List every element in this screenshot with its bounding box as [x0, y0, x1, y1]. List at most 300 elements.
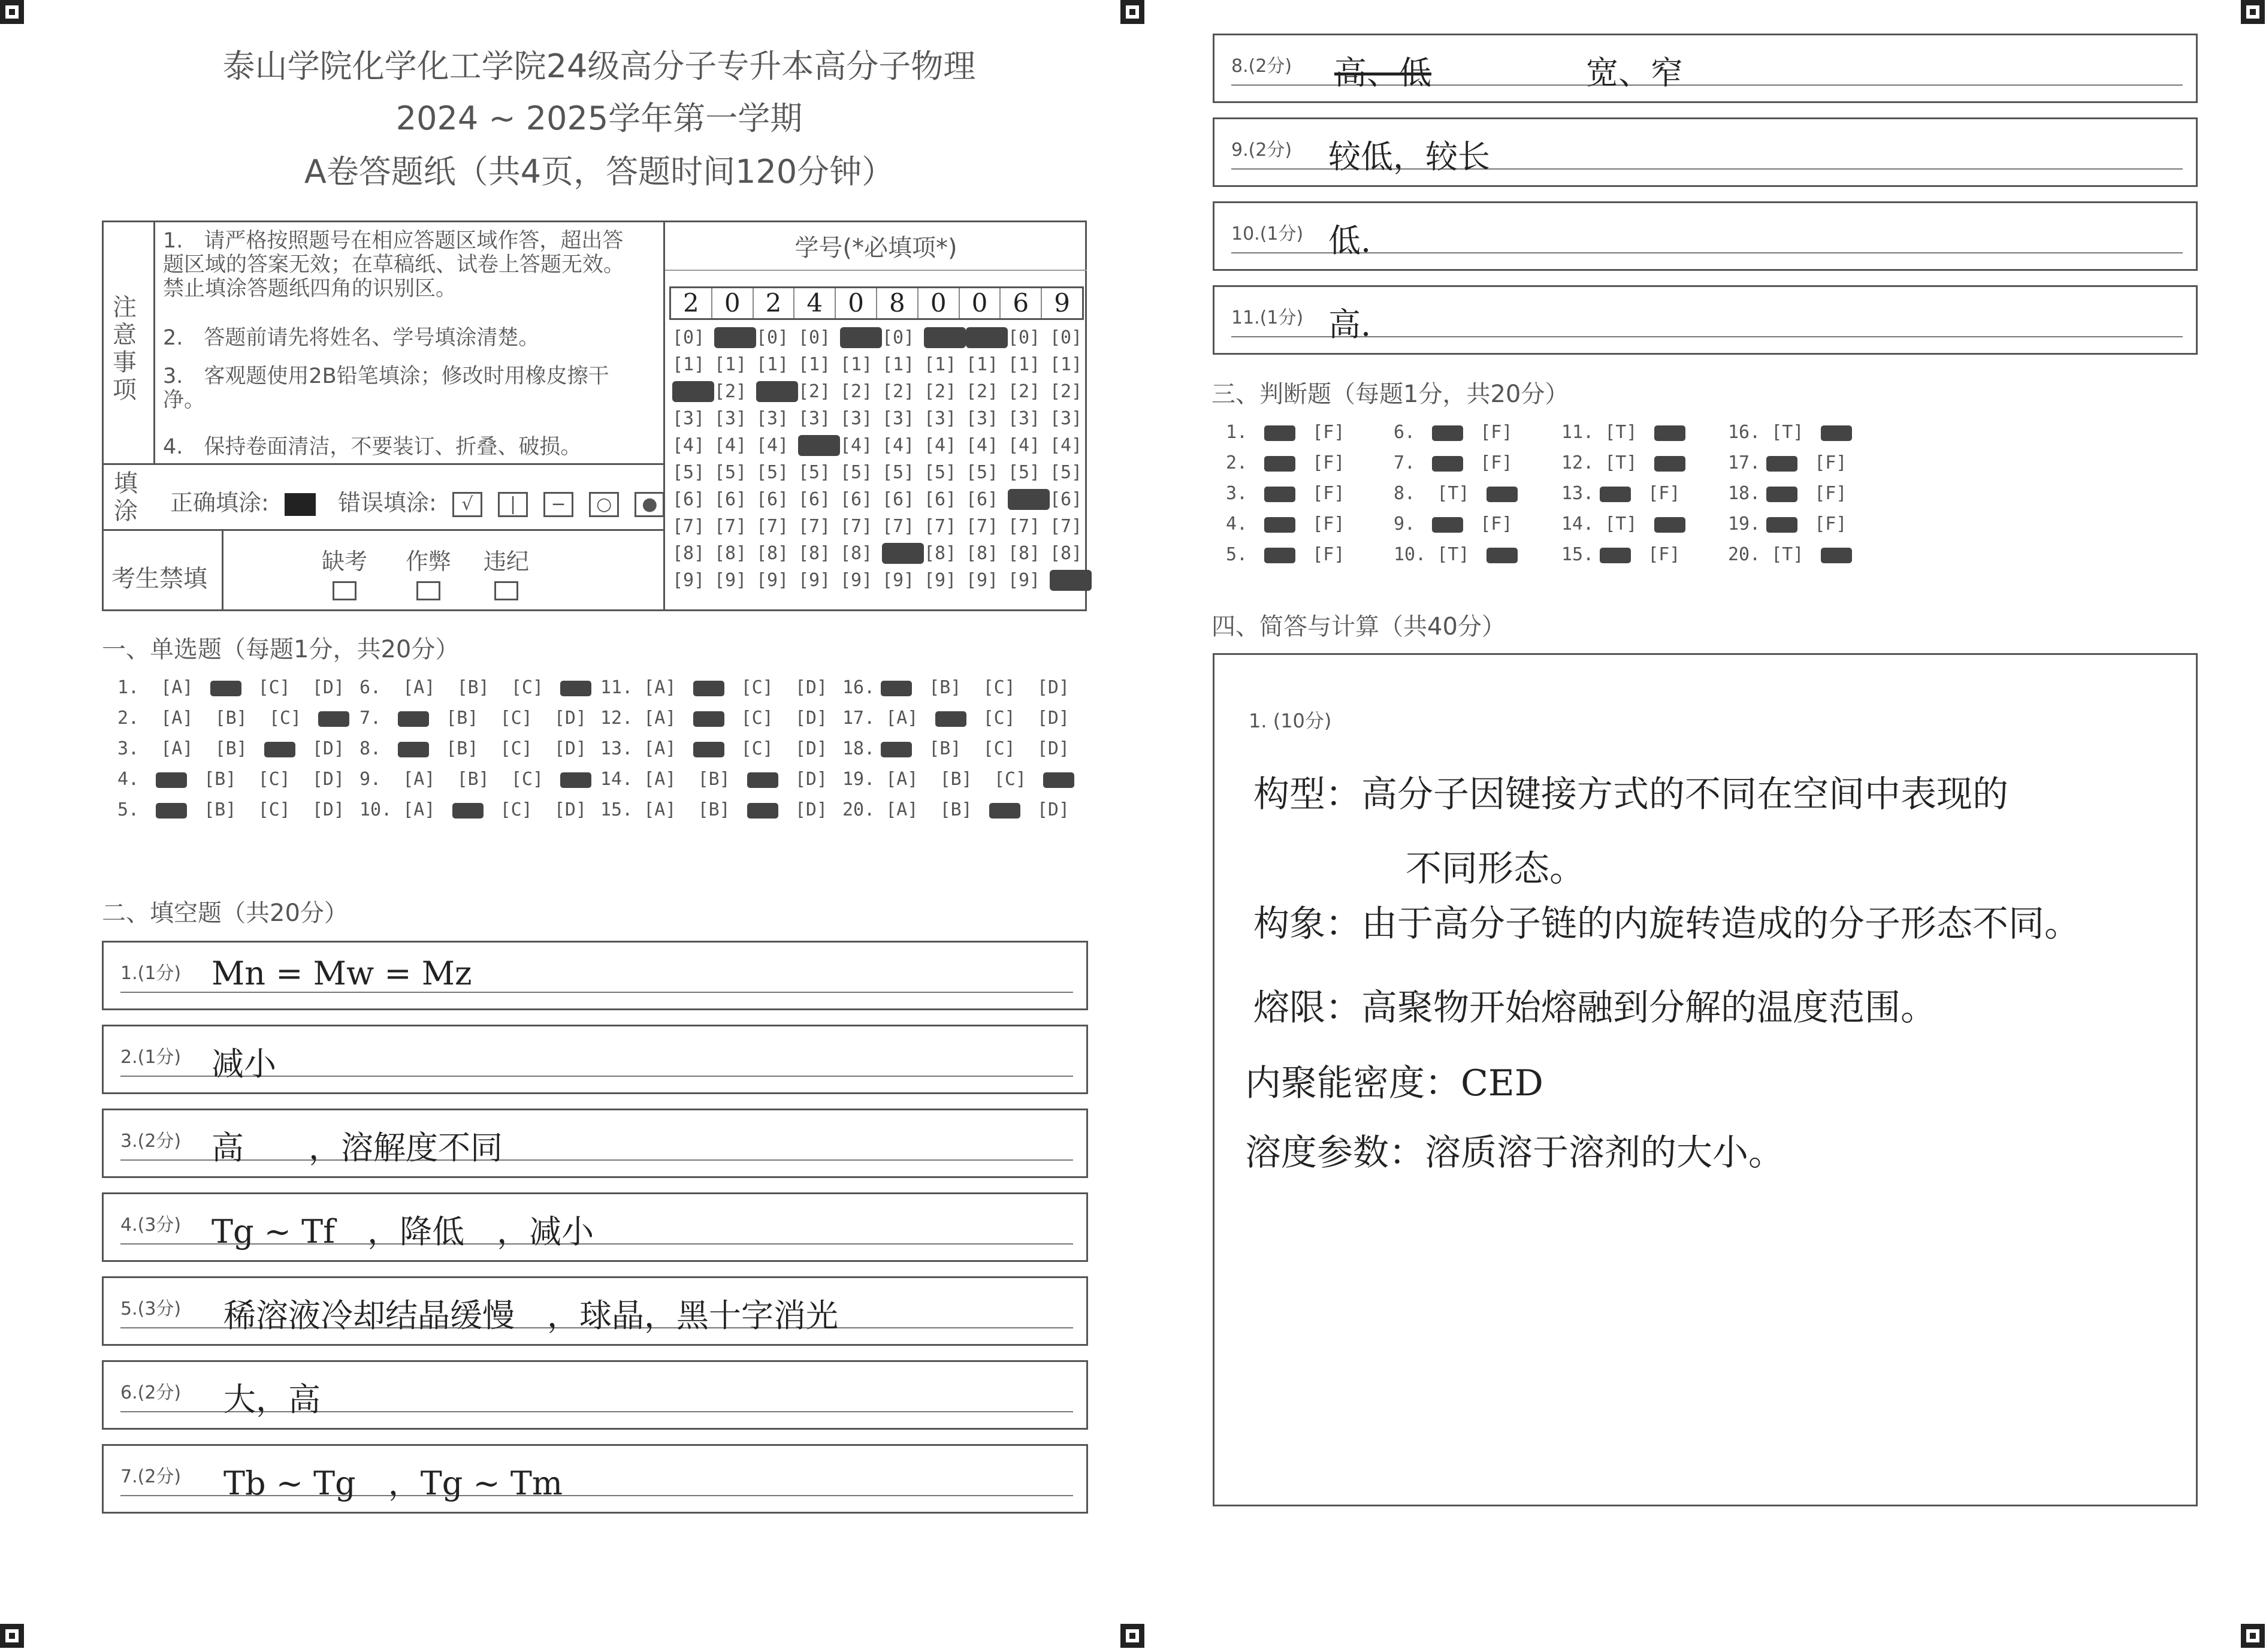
- mc-question-5[interactable]: [117, 799, 355, 820]
- mc-question-10[interactable]: [359, 799, 597, 820]
- id-bubble-col10-1[interactable]: [1]: [1050, 354, 1083, 375]
- mc-option-D[interactable]: [D]: [1037, 799, 1070, 820]
- id-bubble-col3-6[interactable]: [6]: [756, 489, 789, 510]
- id-bubble-col8-9[interactable]: [9]: [966, 570, 999, 591]
- blank-question-1[interactable]: [102, 941, 1088, 1010]
- id-bubble-col7-0[interactable]: [924, 327, 966, 348]
- mc-option-D[interactable]: [D]: [312, 769, 345, 790]
- tf-question-19[interactable]: [1728, 514, 1858, 534]
- mc-option-A[interactable]: [A]: [161, 708, 194, 729]
- proctor-violation: 违纪: [479, 543, 533, 602]
- id-bubble-col8-3[interactable]: [3]: [966, 408, 999, 429]
- wrong-fill-dash: −: [543, 492, 573, 517]
- mc-option-B[interactable]: [B]: [929, 738, 962, 759]
- mc-option-B[interactable]: [B]: [446, 708, 479, 729]
- mc-option-C[interactable]: [C]: [510, 677, 544, 698]
- blank-number: 6.(2分): [120, 1382, 182, 1403]
- tf-option-T[interactable]: [T]: [1437, 544, 1470, 565]
- id-bubble-col3-5[interactable]: [5]: [756, 462, 789, 483]
- tf-option-F[interactable]: [F]: [1814, 483, 1847, 504]
- tf-option-T[interactable]: [T]: [1605, 452, 1637, 473]
- mc-option-B[interactable]: [B]: [697, 799, 730, 820]
- id-bubble-col10-9[interactable]: [1050, 570, 1092, 591]
- tf-option-T[interactable]: [T]: [1437, 483, 1470, 504]
- tf-question-20[interactable]: [1728, 544, 1858, 565]
- mc-question-20[interactable]: [842, 799, 1080, 820]
- mc-option-B[interactable]: [B]: [204, 799, 237, 820]
- id-bubble-col1-1[interactable]: [1]: [672, 354, 705, 375]
- id-bubble-col5-3[interactable]: [3]: [840, 408, 873, 429]
- blank-question-4[interactable]: [102, 1192, 1088, 1262]
- mc-option-B[interactable]: [B]: [457, 677, 490, 698]
- id-bubble-col3-7[interactable]: [7]: [756, 516, 789, 537]
- mc-filled-B[interactable]: [693, 681, 724, 696]
- mc-option-C[interactable]: [C]: [500, 708, 533, 729]
- id-bubble-col8-2[interactable]: [2]: [966, 381, 999, 402]
- id-bubble-col4-3[interactable]: [3]: [798, 408, 831, 429]
- id-bubble-col2-8[interactable]: [8]: [714, 543, 747, 564]
- mc-option-C[interactable]: [C]: [258, 769, 291, 790]
- mc-filled-B[interactable]: [452, 803, 484, 819]
- tf-option-F[interactable]: [F]: [1312, 544, 1345, 565]
- mc-number: 11.: [600, 677, 633, 698]
- id-bubble-col5-8[interactable]: [8]: [840, 543, 873, 564]
- tf-question-4[interactable]: [1226, 514, 1356, 534]
- tf-number: 7.: [1394, 452, 1427, 473]
- mc-question-13[interactable]: [600, 738, 838, 759]
- tf-filled-T[interactable]: [1432, 517, 1463, 533]
- id-bubble-col4-0[interactable]: [0]: [798, 327, 831, 348]
- answer-line-3: 构象：由于高分子链的内旋转造成的分子形态不同。: [1253, 903, 2080, 945]
- mc-option-D[interactable]: [D]: [794, 708, 828, 729]
- mc-filled-B[interactable]: [693, 711, 724, 727]
- mc-option-C[interactable]: [C]: [741, 677, 774, 698]
- tf-question-16[interactable]: [1728, 422, 1858, 443]
- id-bubble-col1-3[interactable]: [3]: [672, 408, 705, 429]
- id-bubble-col3-0[interactable]: [0]: [756, 327, 789, 348]
- id-bubble-col8-4[interactable]: [4]: [966, 435, 999, 456]
- mc-question-17[interactable]: [842, 708, 1080, 729]
- blank-question-11[interactable]: [1213, 285, 2198, 355]
- mc-question-16[interactable]: [842, 677, 1080, 698]
- id-bubble-col1-6[interactable]: [6]: [672, 489, 705, 510]
- cheating-checkbox[interactable]: [416, 581, 440, 600]
- mc-filled-C[interactable]: [264, 742, 295, 757]
- tf-question-7[interactable]: [1394, 452, 1524, 473]
- mc-option-A[interactable]: [A]: [161, 677, 194, 698]
- mc-option-C[interactable]: [C]: [983, 738, 1016, 759]
- mc-filled-C[interactable]: [747, 803, 778, 819]
- id-bubble-col7-3[interactable]: [3]: [924, 408, 957, 429]
- id-bubble-col9-8[interactable]: [8]: [1008, 543, 1041, 564]
- mc-filled-B[interactable]: [693, 742, 724, 757]
- id-bubble-col7-9[interactable]: [9]: [924, 570, 957, 591]
- mc-question-14[interactable]: [600, 769, 838, 790]
- mc-option-A[interactable]: [A]: [403, 677, 436, 698]
- id-bubble-col10-6[interactable]: [6]: [1050, 489, 1083, 510]
- id-bubble-col5-7[interactable]: [7]: [840, 516, 873, 537]
- blank-question-9[interactable]: [1213, 117, 2198, 187]
- id-bubble-col8-6[interactable]: [6]: [966, 489, 999, 510]
- mc-filled-D[interactable]: [560, 772, 591, 788]
- id-bubble-col2-4[interactable]: [4]: [714, 435, 747, 456]
- mc-option-A[interactable]: [A]: [643, 738, 676, 759]
- tf-filled-T[interactable]: [1766, 487, 1797, 502]
- tf-filled-T[interactable]: [1264, 456, 1295, 472]
- blank-question-10[interactable]: [1213, 201, 2198, 271]
- mc-option-D[interactable]: [D]: [554, 708, 587, 729]
- mc-question-4[interactable]: [117, 769, 355, 790]
- mc-option-A[interactable]: [A]: [403, 769, 436, 790]
- id-bubble-col4-7[interactable]: [7]: [798, 516, 831, 537]
- mc-option-C[interactable]: [C]: [500, 799, 533, 820]
- tf-option-F[interactable]: [F]: [1480, 514, 1513, 534]
- section2-title: 二、填空题（共20分）: [102, 899, 348, 927]
- mc-question-6[interactable]: [359, 677, 597, 698]
- blank-question-2[interactable]: [102, 1025, 1088, 1094]
- blank-question-6[interactable]: [102, 1360, 1088, 1430]
- mc-filled-A[interactable]: [881, 742, 912, 757]
- tf-question-10[interactable]: [1394, 544, 1524, 565]
- tf-question-11[interactable]: [1561, 422, 1691, 443]
- tf-question-18[interactable]: [1728, 483, 1858, 504]
- id-bubble-col7-6[interactable]: [6]: [924, 489, 957, 510]
- id-bubble-col2-9[interactable]: [9]: [714, 570, 747, 591]
- mc-option-C[interactable]: [C]: [741, 708, 774, 729]
- mc-option-B[interactable]: [B]: [214, 738, 247, 759]
- id-bubble-col2-6[interactable]: [6]: [714, 489, 747, 510]
- tf-question-8[interactable]: [1394, 483, 1524, 504]
- mc-filled-B[interactable]: [210, 681, 241, 696]
- tf-question-9[interactable]: [1394, 514, 1524, 534]
- blank-question-5[interactable]: [102, 1276, 1088, 1346]
- tf-question-5[interactable]: [1226, 544, 1356, 565]
- mc-option-D[interactable]: [D]: [312, 799, 345, 820]
- mc-question-7[interactable]: [359, 708, 597, 729]
- id-bubble-col6-2[interactable]: [2]: [882, 381, 915, 402]
- mc-option-A[interactable]: [A]: [886, 708, 919, 729]
- tf-filled-F[interactable]: [1487, 548, 1518, 563]
- mc-option-B[interactable]: [B]: [697, 769, 730, 790]
- student-id-digit-7: 0: [919, 288, 960, 318]
- id-bubble-col6-6[interactable]: [6]: [882, 489, 915, 510]
- id-bubble-col4-5[interactable]: [5]: [798, 462, 831, 483]
- mc-option-A[interactable]: [A]: [643, 677, 676, 698]
- id-bubble-col10-4[interactable]: [4]: [1050, 435, 1083, 456]
- blank-answer: Mn = Mw = Mz: [212, 955, 472, 992]
- id-bubble-col2-1[interactable]: [1]: [714, 354, 747, 375]
- id-bubble-col10-8[interactable]: [8]: [1050, 543, 1083, 564]
- tf-option-T[interactable]: [T]: [1771, 544, 1804, 565]
- mc-option-D[interactable]: [D]: [1037, 738, 1070, 759]
- id-bubble-col5-9[interactable]: [9]: [840, 570, 873, 591]
- id-bubble-col7-7[interactable]: [7]: [924, 516, 957, 537]
- violation-checkbox[interactable]: [494, 581, 518, 600]
- mc-option-C[interactable]: [C]: [500, 738, 533, 759]
- id-bubble-col7-8[interactable]: [8]: [924, 543, 957, 564]
- tf-option-F[interactable]: [F]: [1312, 514, 1345, 534]
- mc-option-D[interactable]: [D]: [554, 738, 587, 759]
- tf-filled-F[interactable]: [1654, 456, 1685, 472]
- tf-question-6[interactable]: [1394, 422, 1524, 443]
- tf-filled-T[interactable]: [1600, 487, 1631, 502]
- mc-filled-C[interactable]: [989, 803, 1020, 819]
- mc-option-C[interactable]: [C]: [268, 708, 302, 729]
- id-bubble-col5-0[interactable]: [840, 327, 882, 348]
- id-bubble-col2-2[interactable]: [2]: [714, 381, 747, 402]
- absent-checkbox[interactable]: [333, 581, 356, 600]
- tf-question-13[interactable]: [1561, 483, 1691, 504]
- id-bubble-col4-9[interactable]: [9]: [798, 570, 831, 591]
- tf-filled-T[interactable]: [1432, 425, 1463, 441]
- mc-option-D[interactable]: [D]: [794, 799, 828, 820]
- id-bubble-col9-4[interactable]: [4]: [1008, 435, 1041, 456]
- mc-question-18[interactable]: [842, 738, 1080, 759]
- tf-question-1[interactable]: [1226, 422, 1356, 443]
- mc-filled-A[interactable]: [881, 681, 912, 696]
- id-bubble-col8-5[interactable]: [5]: [966, 462, 999, 483]
- id-bubble-col6-9[interactable]: [9]: [882, 570, 915, 591]
- tf-question-15[interactable]: [1561, 544, 1691, 565]
- id-bubble-col10-5[interactable]: [5]: [1050, 462, 1083, 483]
- tf-number: 15.: [1561, 544, 1594, 565]
- id-bubble-col4-8[interactable]: [8]: [798, 543, 831, 564]
- tf-filled-T[interactable]: [1766, 456, 1797, 472]
- mc-option-B[interactable]: [B]: [929, 677, 962, 698]
- id-bubble-col1-5[interactable]: [5]: [672, 462, 705, 483]
- mc-question-8[interactable]: [359, 738, 597, 759]
- id-bubble-col6-3[interactable]: [3]: [882, 408, 915, 429]
- mc-question-19[interactable]: [842, 769, 1080, 790]
- mc-option-D[interactable]: [D]: [1037, 708, 1070, 729]
- tf-option-F[interactable]: [F]: [1648, 544, 1681, 565]
- mc-question-2[interactable]: [117, 708, 355, 729]
- mc-option-D[interactable]: [D]: [794, 769, 828, 790]
- id-bubble-col10-7[interactable]: [7]: [1050, 516, 1083, 537]
- id-bubble-col6-0[interactable]: [0]: [882, 327, 915, 348]
- id-bubble-col8-7[interactable]: [7]: [966, 516, 999, 537]
- id-bubble-col6-1[interactable]: [1]: [882, 354, 915, 375]
- mc-option-D[interactable]: [D]: [794, 738, 828, 759]
- mc-filled-D[interactable]: [1043, 772, 1074, 788]
- mc-option-B[interactable]: [B]: [939, 799, 972, 820]
- id-bubble-col7-5[interactable]: [5]: [924, 462, 957, 483]
- mc-option-D[interactable]: [D]: [794, 677, 828, 698]
- id-bubble-col9-3[interactable]: [3]: [1008, 408, 1041, 429]
- tf-option-F[interactable]: [F]: [1648, 483, 1681, 504]
- id-bubble-col8-1[interactable]: [1]: [966, 354, 999, 375]
- id-bubble-col6-5[interactable]: [5]: [882, 462, 915, 483]
- mc-option-C[interactable]: [C]: [741, 738, 774, 759]
- mc-filled-A[interactable]: [398, 742, 429, 757]
- mc-option-A[interactable]: [A]: [643, 708, 676, 729]
- id-bubble-col9-1[interactable]: [1]: [1008, 354, 1041, 375]
- id-bubble-col7-4[interactable]: [4]: [924, 435, 957, 456]
- mc-filled-B[interactable]: [935, 711, 966, 727]
- id-bubble-col1-7[interactable]: [7]: [672, 516, 705, 537]
- mc-option-C[interactable]: [C]: [510, 769, 544, 790]
- id-bubble-col3-9[interactable]: [9]: [756, 570, 789, 591]
- mc-question-15[interactable]: [600, 799, 838, 820]
- id-bubble-col2-0[interactable]: [714, 327, 756, 348]
- tf-number: 20.: [1728, 544, 1761, 565]
- blank-answer: 减小: [212, 1045, 276, 1083]
- student-id-bubble-grid[interactable]: [672, 327, 1086, 597]
- mc-option-A[interactable]: [A]: [886, 799, 919, 820]
- mc-question-9[interactable]: [359, 769, 597, 790]
- mc-filled-A[interactable]: [398, 711, 429, 727]
- mc-option-C[interactable]: [C]: [258, 799, 291, 820]
- id-bubble-col4-2[interactable]: [2]: [798, 381, 831, 402]
- mc-option-A[interactable]: [A]: [886, 769, 919, 790]
- id-bubble-col10-2[interactable]: [2]: [1050, 381, 1083, 402]
- id-bubble-col9-5[interactable]: [5]: [1008, 462, 1041, 483]
- tf-question-3[interactable]: [1226, 483, 1356, 504]
- tf-option-F[interactable]: [F]: [1480, 452, 1513, 473]
- blank-question-7[interactable]: [102, 1444, 1088, 1514]
- mc-option-C[interactable]: [C]: [258, 677, 291, 698]
- tf-option-F[interactable]: [F]: [1814, 514, 1847, 534]
- tf-filled-F[interactable]: [1487, 487, 1518, 502]
- student-id-digit-8: 0: [960, 288, 1001, 318]
- mc-filled-C[interactable]: [747, 772, 778, 788]
- mc-filled-A[interactable]: [156, 772, 187, 788]
- tf-filled-F[interactable]: [1821, 548, 1852, 563]
- id-bubble-col5-5[interactable]: [5]: [840, 462, 873, 483]
- id-bubble-col4-4[interactable]: [798, 435, 840, 456]
- tf-option-F[interactable]: [F]: [1814, 452, 1847, 473]
- mc-question-3[interactable]: [117, 738, 355, 759]
- blank-answer: 较低，较长: [1328, 138, 1490, 176]
- wrong-fill-circle: ○: [589, 492, 619, 517]
- mc-option-B[interactable]: [B]: [204, 769, 237, 790]
- id-bubble-col9-7[interactable]: [7]: [1008, 516, 1041, 537]
- id-bubble-col3-3[interactable]: [3]: [756, 408, 789, 429]
- id-bubble-col3-8[interactable]: [8]: [756, 543, 789, 564]
- tf-question-2[interactable]: [1226, 452, 1356, 473]
- mc-option-A[interactable]: [A]: [403, 799, 436, 820]
- tf-question-17[interactable]: [1728, 452, 1858, 473]
- mc-option-C[interactable]: [C]: [983, 677, 1016, 698]
- tf-filled-T[interactable]: [1264, 425, 1295, 441]
- id-bubble-col3-1[interactable]: [1]: [756, 354, 789, 375]
- tf-option-T[interactable]: [T]: [1771, 422, 1804, 443]
- tf-question-12[interactable]: [1561, 452, 1691, 473]
- id-bubble-col7-1[interactable]: [1]: [924, 354, 957, 375]
- id-bubble-col1-2[interactable]: [672, 381, 714, 402]
- notice-item-1: 1. 请严格按照题号在相应答题区域作答，超出答题区域的答案无效；在草稿纸、试卷上答题无效。禁止填涂答题纸四角的识别区。: [163, 229, 625, 301]
- tf-filled-T[interactable]: [1264, 487, 1295, 502]
- mc-option-B[interactable]: [B]: [214, 708, 247, 729]
- id-bubble-col8-0[interactable]: [966, 327, 1008, 348]
- id-bubble-col1-9[interactable]: [9]: [672, 570, 705, 591]
- id-bubble-col9-2[interactable]: [2]: [1008, 381, 1041, 402]
- id-bubble-col9-0[interactable]: [0]: [1008, 327, 1041, 348]
- id-bubble-col2-5[interactable]: [5]: [714, 462, 747, 483]
- id-bubble-col4-1[interactable]: [1]: [798, 354, 831, 375]
- id-bubble-col10-0[interactable]: [0]: [1050, 327, 1083, 348]
- id-bubble-col1-0[interactable]: [0]: [672, 327, 705, 348]
- tf-filled-F[interactable]: [1654, 425, 1685, 441]
- id-bubble-col9-6[interactable]: [1008, 489, 1050, 510]
- id-bubble-col5-2[interactable]: [2]: [840, 381, 873, 402]
- mc-option-C[interactable]: [C]: [993, 769, 1027, 790]
- mc-number: 10.: [359, 799, 392, 820]
- tf-filled-T[interactable]: [1264, 548, 1295, 563]
- id-bubble-col1-8[interactable]: [8]: [672, 543, 705, 564]
- blank-number: 4.(3分): [120, 1215, 182, 1236]
- blank-answer: 高.: [1328, 306, 1371, 343]
- tf-option-T[interactable]: [T]: [1605, 514, 1637, 534]
- mc-filled-A[interactable]: [156, 803, 187, 819]
- id-bubble-col2-3[interactable]: [3]: [714, 408, 747, 429]
- mc-option-D[interactable]: [D]: [312, 738, 345, 759]
- mc-question-1[interactable]: [117, 677, 355, 698]
- mc-option-A[interactable]: [A]: [161, 738, 194, 759]
- tf-option-F[interactable]: [F]: [1312, 422, 1345, 443]
- blank-question-3[interactable]: [102, 1109, 1088, 1178]
- tf-option-F[interactable]: [F]: [1480, 422, 1513, 443]
- tf-option-F[interactable]: [F]: [1312, 483, 1345, 504]
- mc-option-D[interactable]: [D]: [312, 677, 345, 698]
- section3-answers[interactable]: [1226, 422, 1885, 578]
- tf-filled-T[interactable]: [1264, 517, 1295, 533]
- id-bubble-col6-4[interactable]: [4]: [882, 435, 915, 456]
- tf-number: 12.: [1561, 452, 1594, 473]
- id-bubble-col5-1[interactable]: [1]: [840, 354, 873, 375]
- tf-number: 14.: [1561, 514, 1594, 534]
- mc-option-B[interactable]: [B]: [939, 769, 972, 790]
- tf-filled-F[interactable]: [1654, 517, 1685, 533]
- id-bubble-col1-4[interactable]: [4]: [672, 435, 705, 456]
- student-id-digit-5: 0: [836, 288, 877, 318]
- id-bubble-col9-9[interactable]: [9]: [1008, 570, 1041, 591]
- mc-option-B[interactable]: [B]: [457, 769, 490, 790]
- mc-option-A[interactable]: [A]: [643, 799, 676, 820]
- tf-question-14[interactable]: [1561, 514, 1691, 534]
- mc-option-D[interactable]: [D]: [554, 799, 587, 820]
- mc-option-D[interactable]: [D]: [1037, 677, 1070, 698]
- tf-option-F[interactable]: [F]: [1312, 452, 1345, 473]
- id-bubble-col5-6[interactable]: [6]: [840, 489, 873, 510]
- mc-option-B[interactable]: [B]: [446, 738, 479, 759]
- id-bubble-col8-8[interactable]: [8]: [966, 543, 999, 564]
- id-bubble-col2-7[interactable]: [7]: [714, 516, 747, 537]
- section1-answers[interactable]: [117, 677, 1088, 833]
- mc-filled-D[interactable]: [318, 711, 349, 727]
- tf-option-T[interactable]: [T]: [1605, 422, 1637, 443]
- id-bubble-col10-3[interactable]: [3]: [1050, 408, 1083, 429]
- mc-filled-D[interactable]: [560, 681, 591, 696]
- mc-question-11[interactable]: [600, 677, 838, 698]
- tf-filled-T[interactable]: [1432, 456, 1463, 472]
- id-bubble-col3-2[interactable]: [756, 381, 798, 402]
- id-bubble-col6-7[interactable]: [7]: [882, 516, 915, 537]
- id-bubble-col4-6[interactable]: [6]: [798, 489, 831, 510]
- tf-filled-F[interactable]: [1821, 425, 1852, 441]
- id-bubble-col5-4[interactable]: [4]: [840, 435, 873, 456]
- tf-filled-T[interactable]: [1600, 548, 1631, 563]
- tf-filled-T[interactable]: [1766, 517, 1797, 533]
- blank-question-8[interactable]: [1213, 34, 2198, 103]
- tf-number: 2.: [1226, 452, 1259, 473]
- mc-option-C[interactable]: [C]: [983, 708, 1016, 729]
- id-bubble-col6-8[interactable]: [882, 543, 924, 564]
- mc-question-12[interactable]: [600, 708, 838, 729]
- id-bubble-col3-4[interactable]: [4]: [756, 435, 789, 456]
- mc-option-A[interactable]: [A]: [643, 769, 676, 790]
- id-bubble-col7-2[interactable]: [2]: [924, 381, 957, 402]
